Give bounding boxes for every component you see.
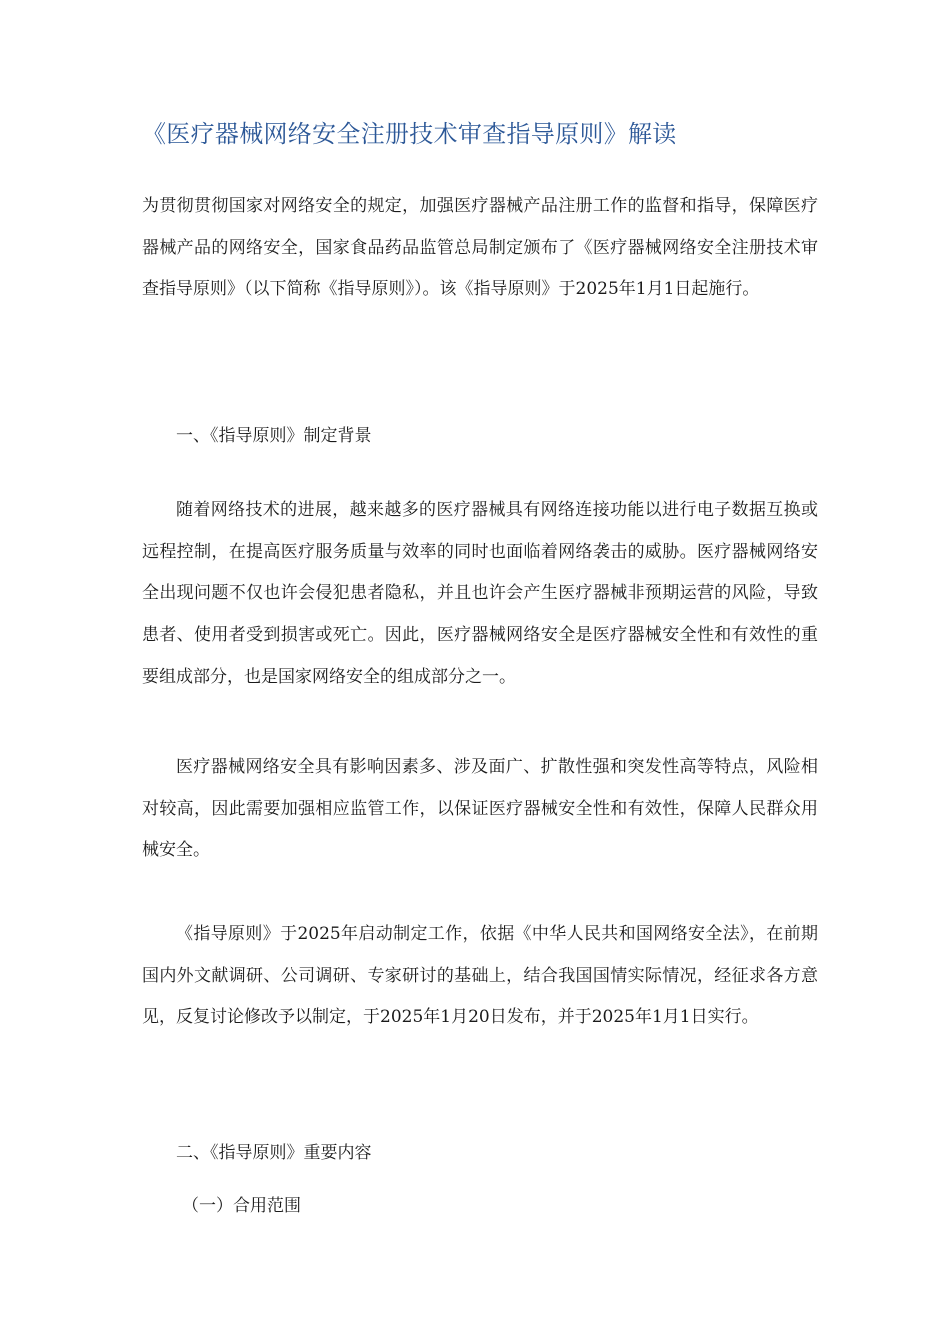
subsection-heading-scope: （一）合用范围 [182, 1196, 301, 1216]
section-heading-background: 一、《指导原则》制定背景 [176, 426, 372, 446]
section-heading-content: 二、《指导原则》重要内容 [176, 1143, 372, 1163]
body-paragraph: 医疗器械网络安全具有影响因素多、涉及面广、扩散性强和突发性高等特点，风险相对较高，因此需要加强相应监管工作，以保证医疗器械安全性和有效性，保障人民群众用械安全。 [142, 757, 818, 861]
body-paragraph: 《指导原则》于2025年启动制定工作，依据《中华人民共和国网络安全法》，在前期国内外文献调研、公司调研、专家研讨的基础上，结合我国国情实际情况，经征求各方意见，反复讨论修改予以制定，于2025年1月20日发布，并于2025年1月1日实行。 [142, 924, 818, 1028]
document-title: 《医疗器械网络安全注册技术审查指导原则》解读 [142, 120, 677, 148]
body-paragraph: 随着网络技术的进展，越来越多的医疗器械具有网络连接功能以进行电子数据互换或远程控制，在提高医疗服务质量与效率的同时也面临着网络袭击的威胁。医疗器械网络安全出现问题不仅也许会侵犯患者隐私，并且也许会产生医疗器械非预期运营的风险，导致患者、使用者受到损害或死亡。因此，医疗器械网络安全是医疗器械安全性和有效性的重要组成部分，也是国家网络安全的组成部分之一。 [142, 500, 818, 687]
intro-paragraph: 为贯彻贯彻国家对网络安全的规定，加强医疗器械产品注册工作的监督和指导，保障医疗器械产品的网络安全，国家食品药品监管总局制定颁布了《医疗器械网络安全注册技术审查指导原则》（以下简称《指导原则》）。该《指导原则》于2025年1月1日起施行。 [142, 196, 818, 300]
